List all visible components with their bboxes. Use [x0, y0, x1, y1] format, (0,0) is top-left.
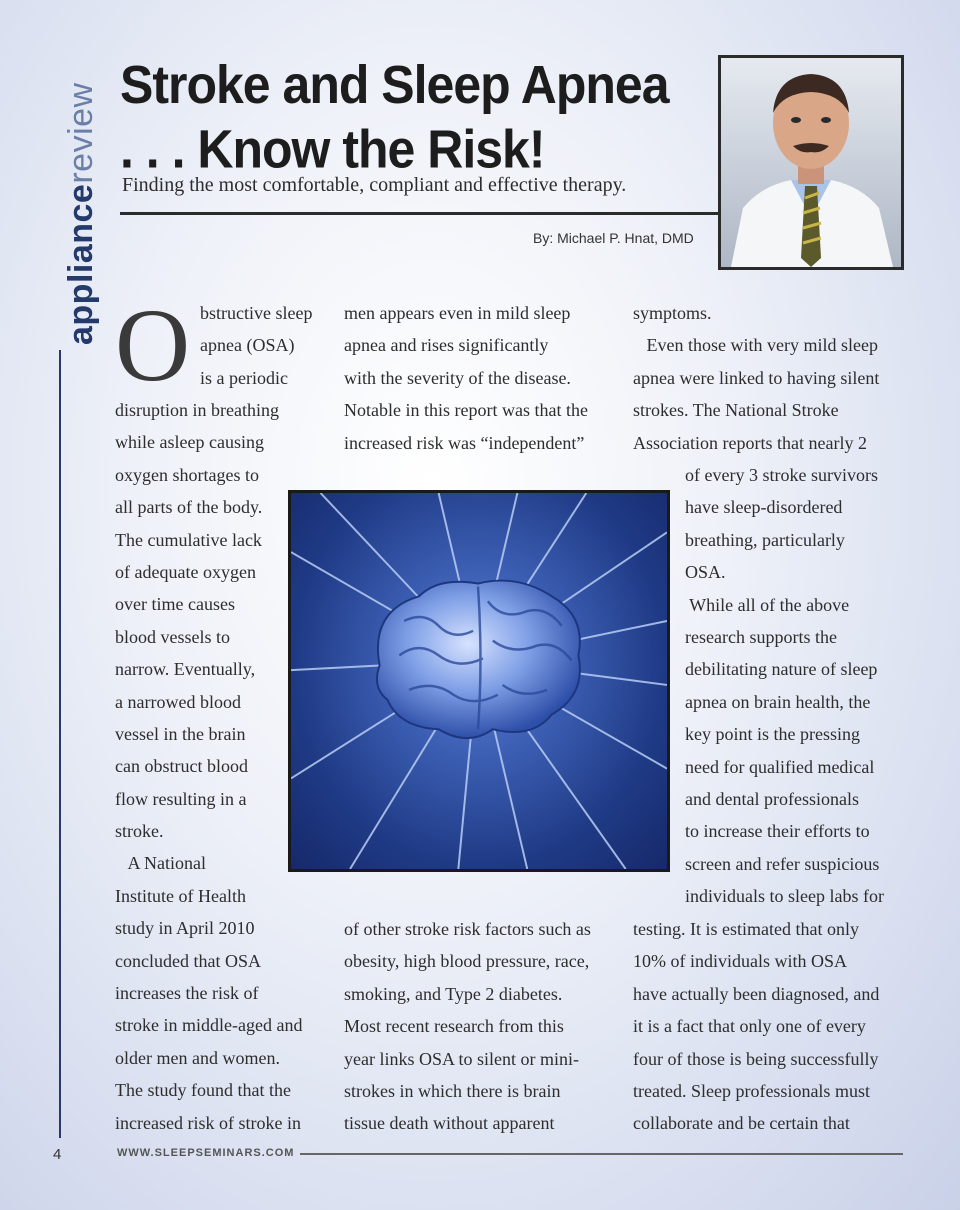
article-line: Institute of Health — [115, 885, 246, 906]
article-line: study in April 2010 — [115, 918, 255, 939]
article-line: over time causes — [115, 594, 235, 615]
column-1-intro — [200, 297, 312, 394]
title-line-2: . . . Know the Risk! — [120, 118, 545, 180]
article-line: have actually been diagnosed, and — [633, 983, 880, 1004]
drop-cap: O — [115, 288, 191, 403]
article-line: is a periodic — [200, 367, 288, 388]
article-line: and dental professionals — [685, 788, 859, 809]
article-line: OSA. — [685, 562, 726, 583]
article-line: narrow. Eventually, — [115, 659, 256, 680]
article-line: apnea were linked to having silent — [633, 367, 880, 388]
article-line: smoking, and Type 2 diabetes. — [344, 983, 563, 1004]
column-3-middle — [685, 459, 884, 912]
article-line: screen and refer suspicious — [685, 853, 880, 874]
section-label-light: review — [62, 82, 100, 184]
article-line: symptoms. — [633, 303, 712, 323]
author-photo — [718, 55, 904, 270]
footer-rule — [300, 1153, 903, 1155]
article-line: Notable in this report was that the — [344, 400, 588, 421]
article-line: it is a fact that only one of every — [633, 1016, 866, 1037]
article-line: treated. Sleep professionals must — [633, 1080, 870, 1101]
article-line: apnea on brain health, the — [685, 691, 871, 712]
sidebar-rule — [59, 350, 61, 1138]
author-byline: By: Michael P. Hnat, DMD — [533, 230, 694, 246]
article-line: While all of the above — [685, 594, 850, 615]
article-line: collaborate and be certain that — [633, 1113, 850, 1134]
section-label-bold: appliance — [62, 183, 100, 345]
article-line: to increase their efforts to — [685, 821, 870, 842]
article-line: disruption in breathing — [115, 400, 279, 420]
article-line: all parts of the body. — [115, 497, 263, 518]
article-line: oxygen shortages to — [115, 464, 259, 485]
article-line: older men and women. — [115, 1047, 280, 1068]
article-line: a narrowed blood — [115, 691, 241, 712]
article-line: testing. It is estimated that only — [633, 919, 859, 939]
section-label — [62, 82, 101, 345]
article-line: apnea and rises significantly — [344, 335, 549, 356]
article-line: can obstruct blood — [115, 756, 248, 777]
title-divider — [120, 212, 720, 215]
article-line: of every 3 stroke survivors — [685, 465, 878, 485]
article-line: year links OSA to silent or mini- — [344, 1048, 579, 1069]
article-line: increases the risk of — [115, 983, 259, 1004]
article-line: bstructive sleep — [200, 303, 313, 323]
column-3-top — [633, 297, 879, 459]
article-line: The cumulative lack — [115, 529, 262, 550]
title-line-1: Stroke and Sleep Apnea — [120, 54, 669, 115]
article-line: debilitating nature of sleep — [685, 659, 878, 680]
article-title — [120, 52, 710, 182]
article-line: stroke in middle-aged and — [115, 1015, 303, 1036]
article-line: tissue death without apparent — [344, 1113, 555, 1134]
article-line: obesity, high blood pressure, race, — [344, 951, 590, 972]
page-number: 4 — [53, 1146, 62, 1163]
article-line: men appears even in mild sleep — [344, 303, 571, 323]
article-line: of other stroke risk factors such as — [344, 919, 591, 939]
article-line: key point is the pressing — [685, 724, 860, 745]
column-2-bottom — [344, 913, 591, 1140]
article-line: blood vessels to — [115, 626, 230, 647]
article-line: strokes. The National Stroke — [633, 400, 839, 421]
article-line: research supports the — [685, 626, 837, 647]
article-line: breathing, particularly — [685, 529, 845, 550]
brain-illustration — [288, 490, 670, 872]
article-line: vessel in the brain — [115, 723, 246, 744]
article-line: Association reports that nearly 2 — [633, 432, 867, 453]
article-line: concluded that OSA — [115, 950, 261, 971]
article-subtitle: Finding the most comfortable, compliant and effective therapy. — [122, 174, 627, 196]
column-3-bottom — [633, 913, 879, 1140]
article-line: strokes in which there is brain — [344, 1080, 561, 1101]
article-line: of adequate oxygen — [115, 561, 256, 582]
article-line: The study found that the — [115, 1080, 291, 1101]
article-line: apnea (OSA) — [200, 335, 295, 356]
article-line: while asleep causing — [115, 432, 264, 453]
article-line: A National — [115, 853, 206, 874]
article-line: Even those with very mild sleep — [633, 335, 878, 356]
article-line: flow resulting in a — [115, 788, 247, 809]
article-line: Most recent research from this — [344, 1016, 564, 1037]
column-1-body — [115, 394, 302, 1139]
article-line: individuals to sleep labs for — [685, 886, 884, 907]
article-line: increased risk was “independent” — [344, 432, 585, 453]
article-line: increased risk of stroke in — [115, 1112, 301, 1133]
footer-url: WWW.SLEEPSEMINARS.COM — [117, 1147, 295, 1159]
article-line: four of those is being successfully — [633, 1048, 879, 1069]
article-line: need for qualified medical — [685, 756, 875, 777]
article-line: with the severity of the disease. — [344, 367, 571, 388]
article-line: have sleep-disordered — [685, 497, 843, 518]
article-line: 10% of individuals with OSA — [633, 951, 847, 972]
article-line: stroke. — [115, 821, 164, 842]
column-2-top — [344, 297, 588, 459]
